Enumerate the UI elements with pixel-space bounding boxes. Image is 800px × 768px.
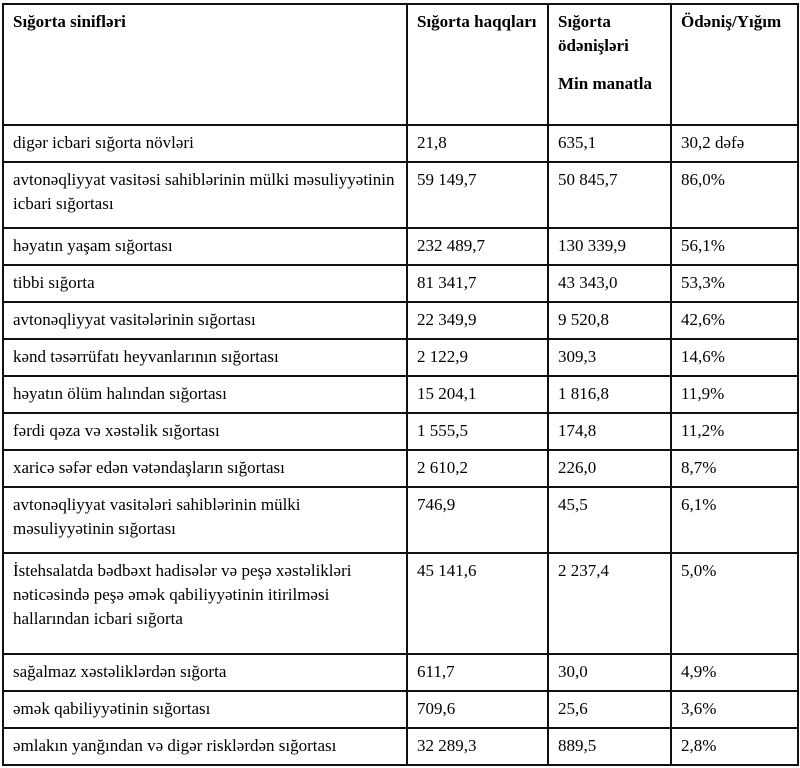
header-payments-label: Sığorta ödənişləri [558,12,629,55]
ratio-cell: 53,3% [671,265,798,302]
class-name-cell: avtonəqliyyat vasitələri sahiblərinin mülki məsuliyyətinin sığortası [3,487,407,553]
ratio-cell: 3,6% [671,691,798,728]
payment-cell: 9 520,8 [548,302,671,339]
class-name-cell: əmlakın yanğından və digər risklərdən sığortası [3,728,407,765]
payment-cell: 889,5 [548,728,671,765]
header-premiums [407,4,548,125]
table-row [3,228,798,265]
table-row [3,654,798,691]
ratio-cell: 11,2% [671,413,798,450]
table-row [3,265,798,302]
table-row [3,125,798,162]
payment-cell: 25,6 [548,691,671,728]
premium-cell: 32 289,3 [407,728,548,765]
table-row [3,302,798,339]
ratio-cell: 86,0% [671,162,798,228]
premium-cell: 2 610,2 [407,450,548,487]
premium-cell: 81 341,7 [407,265,548,302]
ratio-cell: 42,6% [671,302,798,339]
class-name-cell: əmək qabiliyyətinin sığortası [3,691,407,728]
class-name-cell: tibbi sığorta [3,265,407,302]
table-row [3,487,798,553]
premium-cell: 1 555,5 [407,413,548,450]
payment-cell: 1 816,8 [548,376,671,413]
class-name-cell: İstehsalatda bədbəxt hadisələr və peşə xəstəlikləri nəticəsində peşə əmək qabiliyyətinin itirilməsi hallarından icbari sığorta [3,553,407,654]
ratio-cell: 6,1% [671,487,798,553]
table-row [3,450,798,487]
premium-cell: 611,7 [407,654,548,691]
class-name-cell: avtonəqliyyat vasitələrinin sığortası [3,302,407,339]
payment-cell: 30,0 [548,654,671,691]
premium-cell: 746,9 [407,487,548,553]
class-name-cell: xaricə səfər edən vətəndaşların sığortası [3,450,407,487]
payment-cell: 130 339,9 [548,228,671,265]
ratio-cell: 4,9% [671,654,798,691]
ratio-cell: 8,7% [671,450,798,487]
class-name-cell: həyatın yaşam sığortası [3,228,407,265]
ratio-cell: 2,8% [671,728,798,765]
table-row [3,339,798,376]
table-header-row [3,4,798,125]
table-row [3,553,798,654]
premium-cell: 45 141,6 [407,553,548,654]
premium-cell: 21,8 [407,125,548,162]
payment-cell: 2 237,4 [548,553,671,654]
ratio-cell: 30,2 dəfə [671,125,798,162]
insurance-classes-table [2,3,799,766]
class-name-cell: avtonəqliyyat vasitəsi sahiblərinin mülki məsuliyyətinin icbari sığortası [3,162,407,228]
table-row [3,728,798,765]
payment-cell: 43 343,0 [548,265,671,302]
header-premiums-label: Sığorta haqqları [417,12,537,31]
header-payments-unit-label: Min manatla [558,74,652,93]
payment-cell: 50 845,7 [548,162,671,228]
class-name-cell: həyatın ölüm halından sığortası [3,376,407,413]
premium-cell: 2 122,9 [407,339,548,376]
payment-cell: 309,3 [548,339,671,376]
class-name-cell: kənd təsərrüfatı heyvanlarının sığortası [3,339,407,376]
class-name-cell: digər icbari sığorta növləri [3,125,407,162]
premium-cell: 15 204,1 [407,376,548,413]
header-payments [548,4,671,125]
payment-cell: 226,0 [548,450,671,487]
header-insurance-classes [3,4,407,125]
payment-cell: 174,8 [548,413,671,450]
table-row [3,376,798,413]
header-ratio [671,4,798,125]
ratio-cell: 14,6% [671,339,798,376]
premium-cell: 59 149,7 [407,162,548,228]
table-row [3,162,798,228]
header-ratio-label: Ödəniş/Yığım [681,12,782,31]
ratio-cell: 11,9% [671,376,798,413]
table-row [3,413,798,450]
ratio-cell: 5,0% [671,553,798,654]
payment-cell: 635,1 [548,125,671,162]
ratio-cell: 56,1% [671,228,798,265]
table-row [3,691,798,728]
class-name-cell: fərdi qəza və xəstəlik sığortası [3,413,407,450]
class-name-cell: sağalmaz xəstəliklərdən sığorta [3,654,407,691]
header-insurance-classes-label: Sığorta sinifləri [13,12,126,31]
premium-cell: 22 349,9 [407,302,548,339]
payment-cell: 45,5 [548,487,671,553]
premium-cell: 232 489,7 [407,228,548,265]
premium-cell: 709,6 [407,691,548,728]
